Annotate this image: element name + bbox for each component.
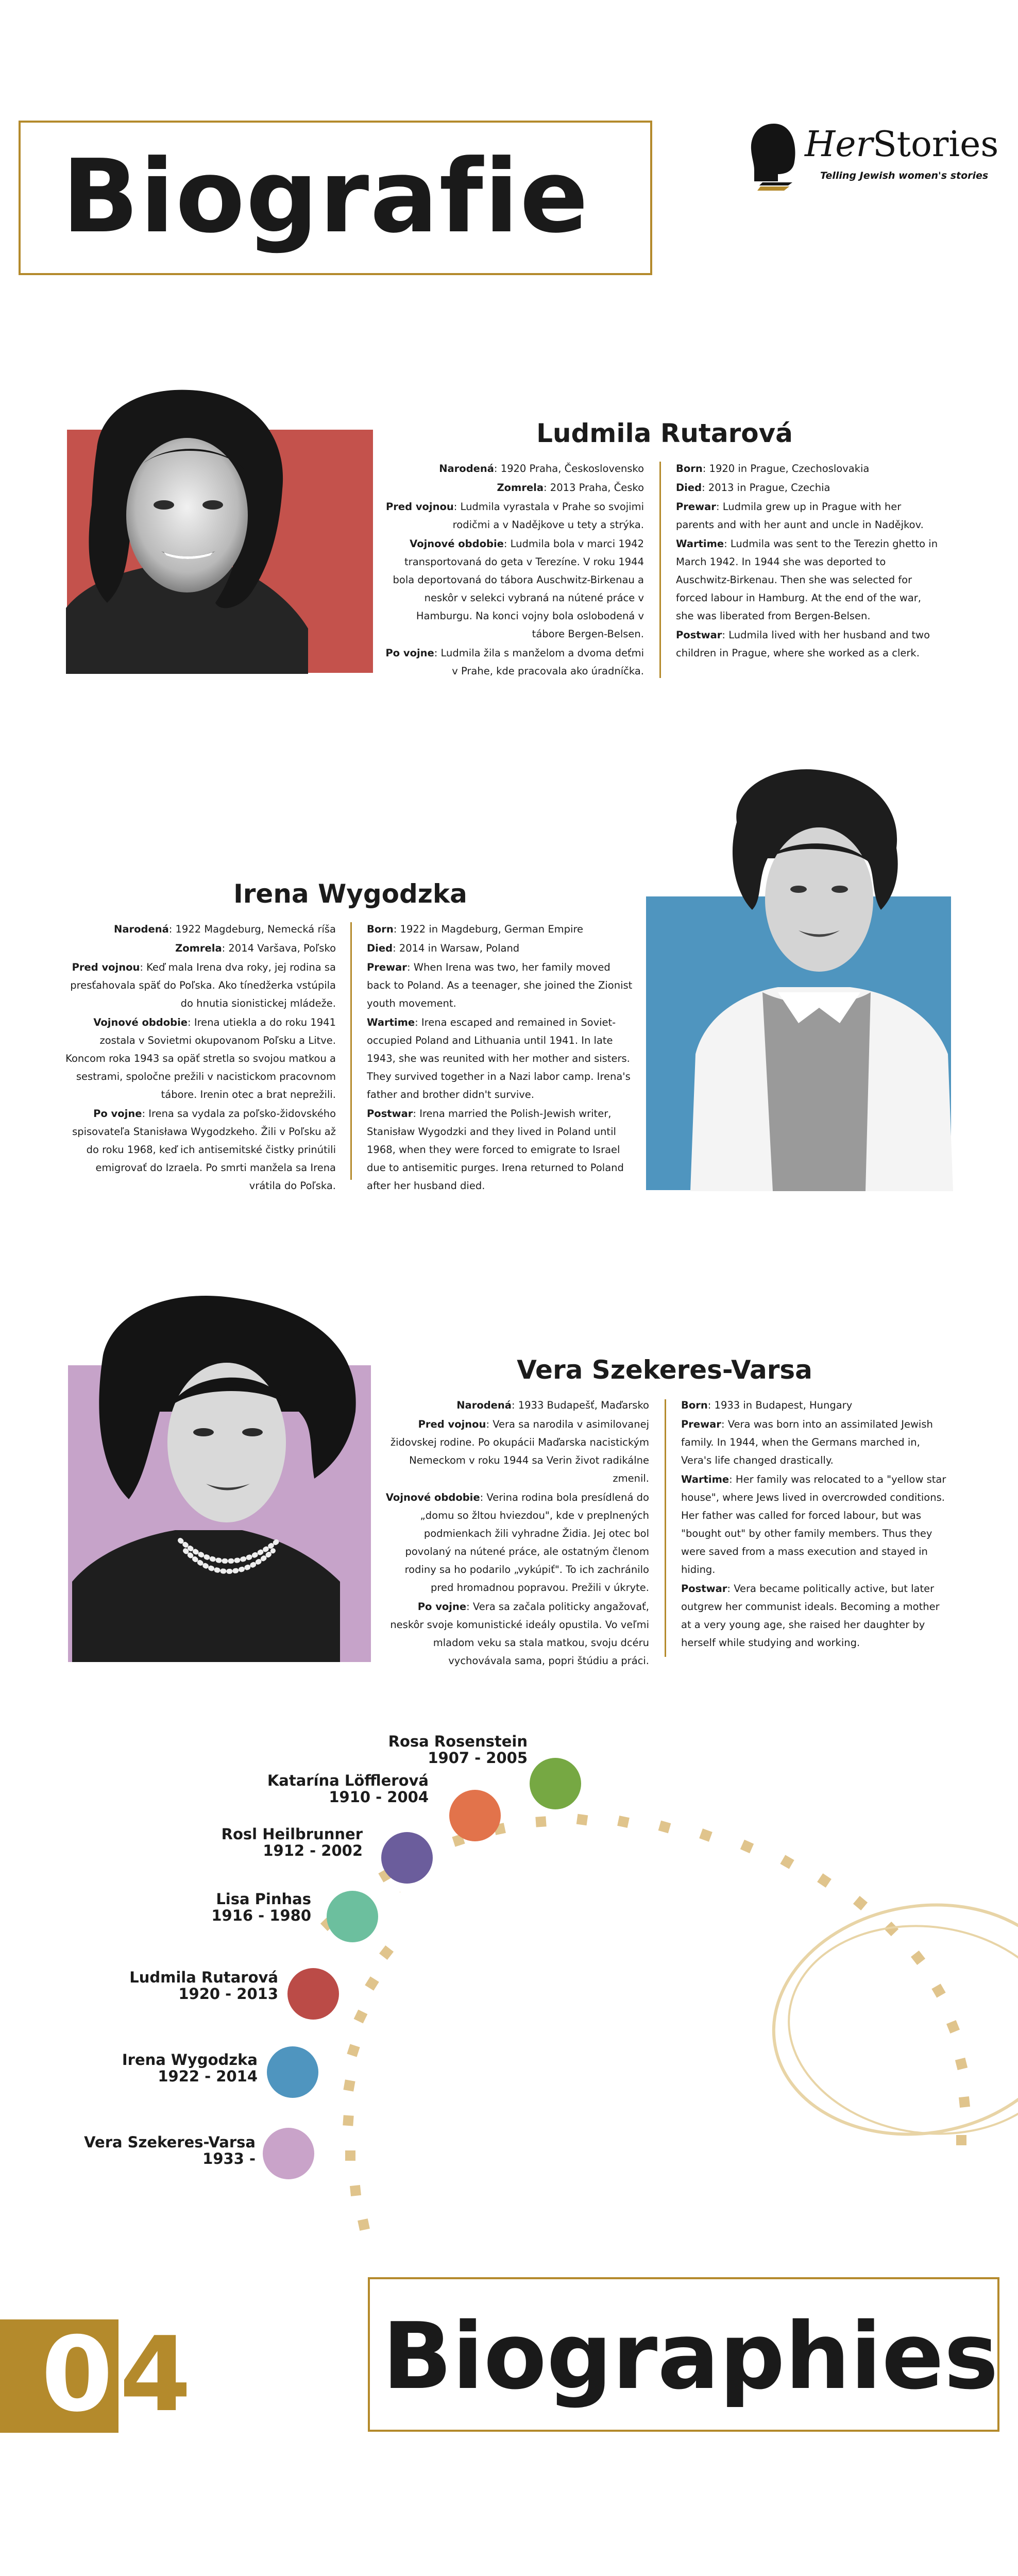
timeline-label-katarina	[267, 1772, 429, 1805]
timeline-years-irena: 1922 - 2014	[158, 2067, 258, 2085]
irena-en-died: Died: 2014 in Warsaw, Poland	[367, 942, 520, 954]
timeline-label-rosa	[388, 1733, 528, 1766]
timeline-label-vera	[84, 2134, 256, 2167]
ludmila-en-prewar: Prewar: Ludmila grew up in Prague with her parents and with her aunt and uncle in Nadějkov.	[676, 501, 924, 531]
timeline-dot-lisa	[327, 1891, 378, 1942]
irena-portrait	[675, 766, 953, 1191]
timeline-years-lisa: 1916 - 1980	[211, 1907, 311, 1924]
timeline-years-vera: 1933 -	[202, 2150, 256, 2167]
timeline-name-rosl: Rosl Heilbrunner	[221, 1825, 363, 1843]
irena-sk-born: Narodená: 1922 Magdeburg, Nemecká ríša	[114, 923, 336, 935]
ludmila-portrait	[66, 386, 308, 674]
vera-divider	[665, 1399, 666, 1657]
irena-en-born: Born: 1922 in Magdeburg, German Empire	[367, 923, 584, 935]
ludmila-sk-born: Narodená: 1920 Praha, Československo	[439, 463, 644, 474]
irena-section	[0, 757, 1018, 1211]
vera-name: Vera Szekeres-Varsa	[517, 1355, 812, 1385]
ludmila-sk-died: Zomrela: 2013 Praha, Česko	[497, 482, 644, 494]
logo-head-icon	[748, 121, 800, 193]
irena-en-wartime: Wartime: Irena escaped and remained in Soviet-occupied Poland and Lithuania until 1941. In late 1943, she was reunited with her mother and sisters. They survived together in a Nazi labor camp. Irena's father and brother didn't survive.	[367, 1016, 631, 1100]
vera-section	[0, 1278, 1018, 1669]
ludmila-divider	[659, 462, 661, 678]
logo-stories: Stories	[873, 124, 999, 165]
irena-sk-wartime: Vojnové obdobie: Irena utiekla a do roku 1941 zostala v Sovietmi okupovanom Poľsku a Litve. Koncom roka 1943 sa opäť stretla so svojou matkou a sestrami, spoločne prežili v nacistickom pracovnom tábore. Irenin otec a brat neprežili.	[65, 1016, 336, 1100]
ludmila-en-born: Born: 1920 in Prague, Czechoslovakia	[676, 463, 870, 474]
vera-bio-sk	[381, 1396, 649, 1671]
timeline-dot-vera	[263, 2128, 314, 2179]
timeline-label-irena	[122, 2052, 258, 2084]
vera-en-postwar: Postwar: Vera became politically active, but later outgrew her communist ideals. Becoming a mother at a very young age, she raised her daughter by herself while studying and working.	[681, 1583, 940, 1649]
timeline-dot-irena	[267, 2046, 318, 2098]
irena-sk-prewar: Pred vojnou: Keď mala Irena dva roky, jej rodina sa presťahovala späť do Poľska. Ako tínedžerka vstúpila do hnutia sionistickej mládeže.	[70, 961, 336, 1009]
logo-her: Her	[805, 124, 873, 165]
ludmila-bio-sk	[381, 460, 644, 681]
irena-bio-en	[367, 920, 635, 1196]
vera-sk-born: Narodená: 1933 Budapešť, Maďarsko	[456, 1399, 649, 1411]
ludmila-name: Ludmila Rutarová	[536, 418, 793, 448]
vera-sk-prewar: Pred vojnou: Vera sa narodila v asimilovanej židovskej rodine. Po okupácii Maďarska nacistickým Nemeckom v roku 1944 sa Verin život radikálne zmenil.	[390, 1418, 649, 1484]
footer-title-box	[368, 2277, 999, 2432]
timeline-label-ludmila	[129, 1969, 278, 2002]
irena-divider	[350, 922, 352, 1180]
ludmila-sk-postwar: Po vojne: Ludmila žila s manželom a dvoma deťmi v Prahe, kde pracovala ako úradníčka.	[385, 647, 644, 677]
section-number-first: 0	[41, 2315, 113, 2435]
ludmila-sk-wartime: Vojnové obdobie: Ludmila bola v marci 1942 transportovaná do geta v Terezíne. V roku 1944 bola deportovaná do tábora Auschwitz-Birkenau a neskôr v selekci vybraná na nútené práce v Hamburgu. Na konci vojny bola oslobodená v tábore Bergen-Belsen.	[393, 538, 644, 640]
ludmila-en-wartime: Wartime: Ludmila was sent to the Terezin ghetto in March 1942. In 1944 she was deported to Auschwitz-Birkenau. Then she was selected for forced labour in Hamburg. At the end of the war, she was liberated from Bergen-Belsen.	[676, 538, 938, 622]
vera-en-born: Born: 1933 in Budapest, Hungary	[681, 1399, 853, 1411]
footer-title: Biographies	[382, 2303, 999, 2410]
irena-sk-postwar: Po vojne: Irena sa vydala za poľsko-židovského spisovateľa Stanisława Wygodzkeho. Žili v Poľsku až do roku 1968, keď ich antisemitské čistky prinútili emigrovať do Izraela. Po smrti manžela sa Irena vrátila do Poľska.	[72, 1108, 336, 1192]
timeline-years-ludmila: 1920 - 2013	[178, 1985, 278, 2003]
timeline-label-lisa	[211, 1891, 311, 1924]
timeline-years-katarina: 1910 - 2004	[329, 1788, 429, 1806]
ludmila-bio-en	[676, 460, 939, 663]
timeline-dot-katarina	[449, 1790, 501, 1841]
ludmila-en-postwar: Postwar: Ludmila lived with her husband and two children in Prague, where she worked as a clerk.	[676, 629, 930, 659]
timeline-years-rosl: 1912 - 2002	[263, 1842, 363, 1859]
vera-en-prewar: Prewar: Vera was born into an assimilated Jewish family. In 1944, when the Germans marched in, Vera's life changed drastically.	[681, 1418, 933, 1466]
timeline-dot-rosa	[530, 1758, 581, 1809]
vera-sk-wartime: Vojnové obdobie: Verina rodina bola presídlená do „domu so žltou hviezdou", kde v preplnených podmienkach žili vyhradne Židia. Jej otec bol povolaný na nútené práce, ale ostatným členom rodiny sa ho podarilo „vykúpiť". To ich zachránilo pred hromadnou popravou. Prežili v úkryte.	[385, 1492, 649, 1594]
timeline-dot-rosl	[381, 1832, 433, 1884]
timeline-name-vera: Vera Szekeres-Varsa	[84, 2133, 256, 2151]
logo-tagline: Telling Jewish women's stories	[820, 170, 989, 181]
timeline-name-ludmila: Ludmila Rutarová	[129, 1969, 278, 1986]
ludmila-en-died: Died: 2013 in Prague, Czechia	[676, 482, 830, 494]
header-title-box	[19, 121, 652, 275]
logo-wordmark	[805, 125, 998, 165]
timeline-ring-decoration	[755, 1882, 1018, 2157]
ludmila-sk-prewar: Pred vojnou: Ludmila vyrastala v Prahe so svojimi rodičmi a v Nadějkove u tety a strýka.	[385, 501, 644, 531]
timeline-name-katarina: Katarína Löfflerová	[267, 1772, 429, 1789]
timeline-name-lisa: Lisa Pinhas	[216, 1890, 311, 1908]
section-number-second: 4	[120, 2315, 192, 2435]
timeline-name-irena: Irena Wygodzka	[122, 2051, 258, 2069]
timeline-label-rosl	[222, 1826, 363, 1859]
ludmila-section	[0, 376, 1018, 737]
vera-sk-postwar: Po vojne: Vera sa začala politicky angažovať, neskôr svoje komunistické ideály opustila. Vo veľmi mladom veku sa stala matkou, svoju dcéru vychovávala sama, popri štúdiu a práci.	[390, 1601, 649, 1667]
page-title: Biografie	[62, 138, 589, 256]
timeline-name-rosa: Rosa Rosenstein	[388, 1733, 528, 1750]
irena-en-prewar: Prewar: When Irena was two, her family moved back to Poland. As a teenager, she joined the Zionist youth movement.	[367, 961, 633, 1009]
vera-en-wartime: Wartime: Her family was relocated to a "yellow star house", where Jews lived in overcrowded conditions. Her father was called for forced labour, but was "bought out" by other family members. Thus they were saved from a mass execution and stayed in hiding.	[681, 1473, 946, 1575]
herstories-logo	[748, 118, 999, 196]
timeline-dot-ludmila	[287, 1968, 339, 2020]
timeline-years-rosa: 1907 - 2005	[428, 1749, 528, 1767]
vera-portrait	[72, 1293, 371, 1662]
irena-bio-sk	[62, 920, 336, 1196]
vera-bio-en	[681, 1396, 949, 1653]
irena-name: Irena Wygodzka	[233, 879, 467, 909]
irena-sk-died: Zomrela: 2014 Varšava, Poľsko	[175, 942, 336, 954]
irena-en-postwar: Postwar: Irena married the Polish-Jewish writer, Stanisław Wygodzki and they lived in Poland until 1968, when they were forced to emigrate to Israel due to antisemitic purges. Irena returned to Poland after her husband died.	[367, 1108, 624, 1192]
